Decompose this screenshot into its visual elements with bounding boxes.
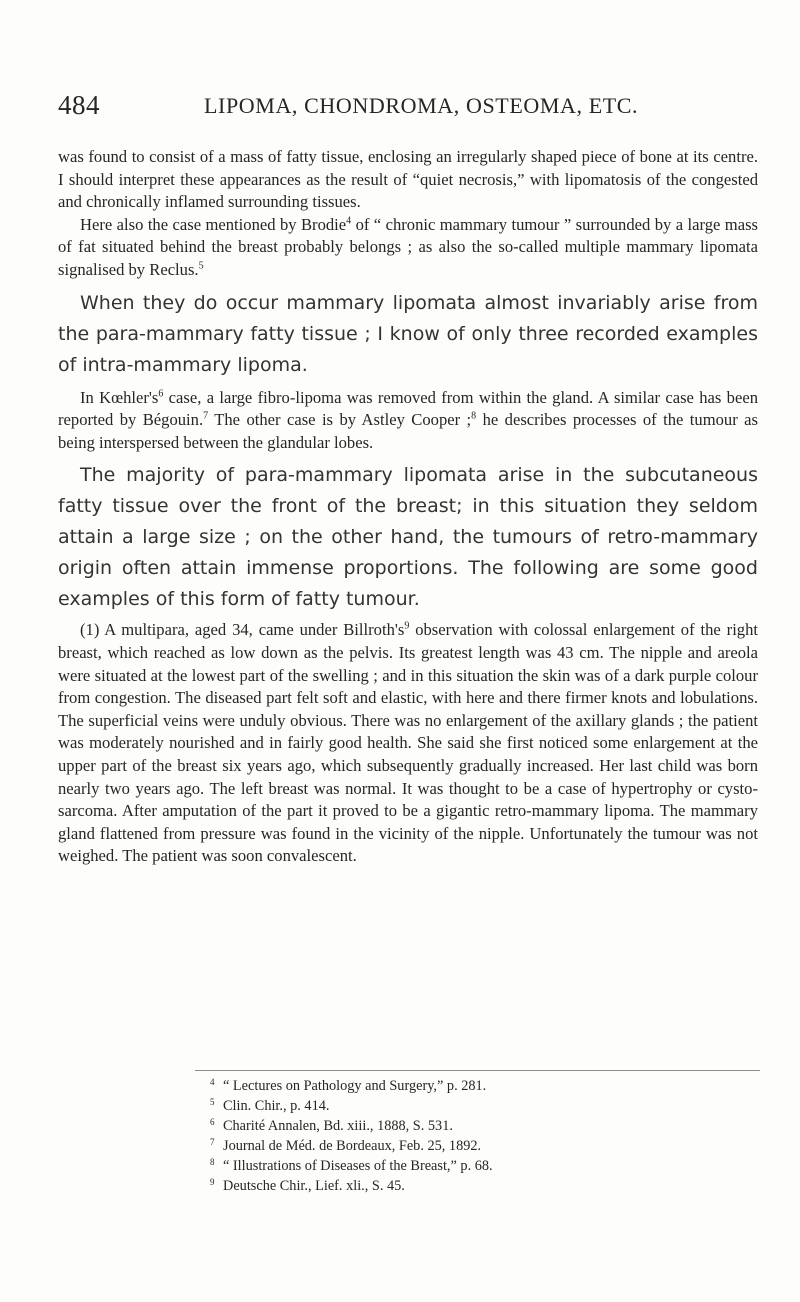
footnote-mark: 6 bbox=[210, 1117, 215, 1127]
footnote bbox=[210, 1136, 763, 1156]
paragraph-6 bbox=[58, 619, 758, 868]
paragraph-2 bbox=[58, 214, 758, 282]
footnote bbox=[210, 1156, 763, 1176]
paragraph-4-text-b: case, a large fibro-lipoma was removed from within the gland. A similar case has been reported by Bégouin. bbox=[58, 387, 758, 430]
running-head bbox=[58, 90, 758, 124]
running-title: LIPOMA, CHONDROMA, OSTEOMA, ETC. bbox=[204, 93, 639, 118]
footnote bbox=[210, 1116, 763, 1136]
footnote-ref-8: 8 bbox=[471, 410, 477, 422]
paragraph-1: was found to consist of a mass of fatty tissue, enclosing an irregularly shaped piece of bone at its centre. I should interpret these appearances as the result of “quiet necrosis,” with lipomatosis of the congested and chronically inflamed surrounding tissues. bbox=[58, 147, 758, 212]
paragraph-2-text-a: Here also the case mentioned by Brodie bbox=[80, 214, 347, 234]
footnote-text: Charité Annalen, Bd. xiii., 1888, S. 531. bbox=[223, 1118, 453, 1134]
footnotes bbox=[210, 1076, 763, 1196]
footnote-divider bbox=[195, 1070, 760, 1071]
footnote-text: “ Illustrations of Diseases of the Breast,” p. 68. bbox=[223, 1158, 493, 1174]
footnote-text: Clin. Chir., p. 414. bbox=[223, 1098, 330, 1114]
body-text bbox=[58, 146, 758, 868]
footnote-ref-9: 9 bbox=[404, 620, 410, 632]
paragraph-6-text-b: observation with colossal enlargement of the right breast, which reached as low down as the pelvis. Its greatest length was 43 cm. The nipple and areola were situated at the lowest part of the swelling ; and in this situation the skin was of a dark purple colour from congestion. The diseased part felt soft and elastic, with here and there firmer knots and lobulations. The superficial veins were unduly obvious. There was no enlargement of the axillary glands ; the patient was moderately nourished and in fairly good health. She said she first noticed some enlargement at the upper part of the breast six years ago, which subsequently gradually increased. Her last child was born nearly two years ago. The left breast was normal. It was thought to be a case of hypertrophy or cysto-sarcoma. After amputation of the part it proved to be a gigantic retro-mammary lipoma. The mammary gland flattened from pressure was found in the vicinity of the nipple. Unfortunately the tumour was not weighed. The patient was soon convalescent. bbox=[58, 620, 759, 866]
paragraph-4-text-c: The other case is by Astley Cooper ; bbox=[208, 410, 472, 430]
paragraph-4 bbox=[58, 387, 758, 455]
footnote-text: “ Lectures on Pathology and Surgery,” p. 281. bbox=[223, 1078, 487, 1094]
footnote-mark: 8 bbox=[210, 1157, 215, 1167]
paragraph-4-text-a: In Kœhler's bbox=[80, 387, 159, 407]
footnote-ref-6: 6 bbox=[158, 388, 164, 400]
footnote bbox=[210, 1176, 763, 1196]
footnote-text: Deutsche Chir., Lief. xli., S. 45. bbox=[223, 1178, 405, 1194]
footnote-mark: 7 bbox=[210, 1137, 215, 1147]
page-number: 484 bbox=[58, 90, 100, 120]
footnote-ref-7: 7 bbox=[203, 410, 209, 422]
footnote bbox=[210, 1076, 763, 1096]
paragraph-3: When they do occur mammary lipomata almost invariably arise from the para-mammary fatty tissue ; I know of only three recorded examples of intra-mammary lipoma. bbox=[58, 291, 758, 376]
footnote-ref-5: 5 bbox=[198, 260, 204, 272]
footnote-mark: 9 bbox=[210, 1177, 215, 1187]
paragraph-4-text-d: he describes processes of the tumour as being interspersed between the glandular lobes. bbox=[58, 410, 758, 452]
paragraph-5: The majority of para-mammary lipomata arise in the subcutaneous fatty tissue over the front of the breast; in this situation they seldom attain a large size ; on the other hand, the tumours of retro-mammary origin often attain immense proportions. The following are some good examples of this form of fatty tumour. bbox=[58, 464, 758, 611]
footnote-mark: 4 bbox=[210, 1077, 215, 1087]
footnote-ref-4: 4 bbox=[346, 215, 352, 227]
footnote bbox=[210, 1096, 763, 1116]
paragraph-2-text-b: of “ chronic mammary tumour ” surrounded by a large mass of fat situated behind the breast probably belongs ; as also the so-called multiple mammary lipomata signalised by Reclus. bbox=[58, 214, 758, 279]
paragraph-6-text-a: (1) A multipara, aged 34, came under Billroth's bbox=[80, 620, 405, 640]
footnote-text: Journal de Méd. de Bordeaux, Feb. 25, 1892. bbox=[223, 1138, 482, 1154]
footnote-mark: 5 bbox=[210, 1097, 215, 1107]
